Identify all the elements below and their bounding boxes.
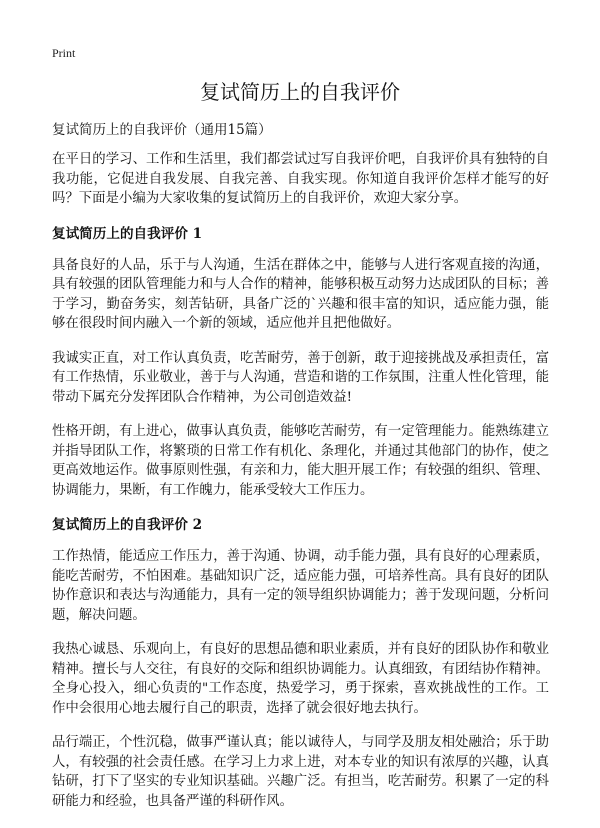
section-heading-1: 复试简历上的自我评价 1 — [52, 225, 203, 242]
section-heading-2: 复试简历上的自我评价 2 — [52, 517, 203, 533]
page-title: 复试简历上的自我评价 — [200, 80, 400, 104]
section-1-paragraph-1: 具备良好的人品，乐于与人沟通，生活在群体之中，能够与人进行客观直接的沟通，具有较强的团队管理能力和与人合作的精神，能够积极互动努力达成团队的目标；善于学习，勤奋务实，刻苦钻研，具备广泛的`兴趣和很丰富的知识，适应能力强，能够在很段时间内融入一个新的领域，适应他并且把他做好。 — [52, 257, 549, 331]
print-link[interactable]: Print — [52, 46, 76, 60]
section-2-paragraph-3: 品行端正，个性沉稳，做事严谨认真；能以诚待人，与同学及朋友相处融洽；乐于助人，有较强的社会责任感。在学习上力求上进，对本专业的知识有浓厚的兴趣，认真钻研，打下了坚实的专业知识基础。兴趣广泛。有担当，吃苦耐劳。积累了一定的科研能力和经验，也具备严谨的科研作风。 — [52, 735, 549, 809]
document-subtitle: 复试简历上的自我评价（通用15篇） — [52, 122, 272, 138]
section-2-paragraph-2: 我热心诚恳、乐观向上，有良好的思想品德和职业素质，并有良好的团队协作和敬业精神。擅长与人交往，有良好的交际和组织协调能力。认真细致，有团结协作精神。全身心投入，细心负责的"工作态度，热爱学习，勇于探索，喜欢挑战性的工作。工作中会很用心地去履行自己的职责，选择了就会很好地去执行。 — [52, 642, 549, 716]
section-1-paragraph-2: 我诚实正直，对工作认真负责，吃苦耐劳，善于创新，敢于迎接挑战及承担责任，富有工作热情，乐业敬业，善于与人沟通，营造和谐的工作氛围，注重人性化管理，能带动下属充分发挥团队合作精神，为公司创造效益! — [52, 350, 549, 405]
article-body — [52, 150, 549, 826]
intro-paragraph: 在平日的学习、工作和生活里，我们都尝试过写自我评价吧，自我评价具有独特的自我功能，它促进自我发展、自我完善、自我实现。你知道自我评价怎样才能写的好吗？下面是小编为大家收集的复试简历上的自我评价，欢迎大家分享。 — [52, 152, 549, 206]
section-1-paragraph-3: 性格开朗，有上进心，做事认真负责，能够吃苦耐劳，有一定管理能力。能熟练建立并指导团队工作，将繁琐的日常工作有机化、条理化，并通过其他部门的协作，使之更高效地运作。做事原则性强，有亲和力，能大胆开展工作；有较强的组织、管理、协调能力，果断，有工作魄力，能承受较大工作压力。 — [52, 424, 549, 498]
section-2-paragraph-1: 工作热情，能适应工作压力，善于沟通、协调，动手能力强，具有良好的心理素质，能吃苦耐劳，不怕困难。基础知识广泛，适应能力强，可培养性高。具有良好的团队协作意识和表达与沟通能力，具有一定的领导组织协调能力；善于发现问题，分析问题，解决问题。 — [52, 549, 549, 623]
